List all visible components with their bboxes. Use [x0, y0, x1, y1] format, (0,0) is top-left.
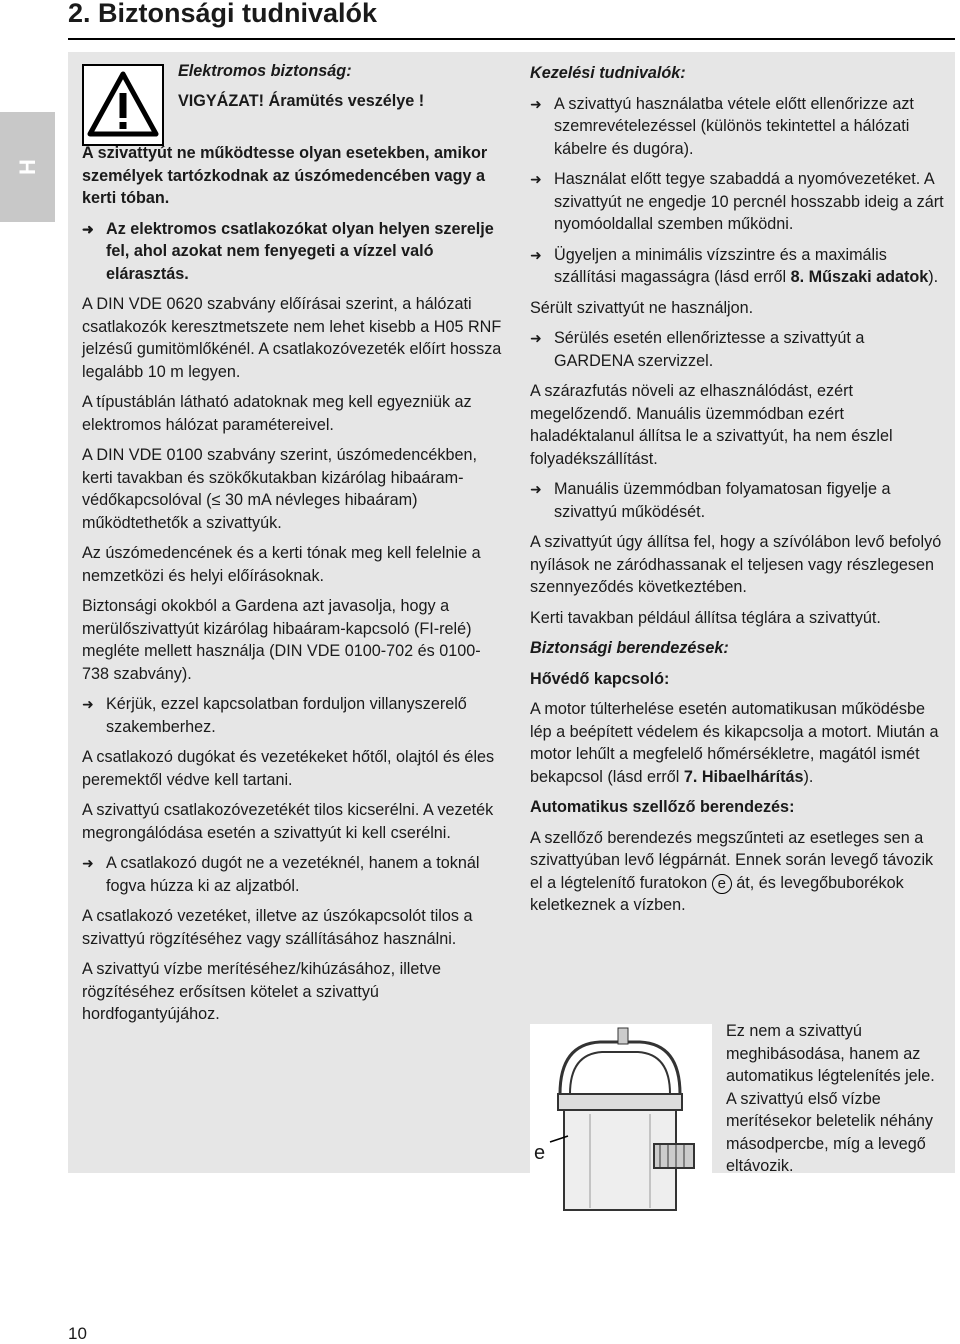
safety-devices-heading: Biztonsági berendezések:	[530, 639, 729, 657]
paragraph: A DIN VDE 0100 szabvány szerint, úszómedencékben, kerti tavakban és szökőkutakban kizárólag hibaáram-védőkapcsolóval (≤ 30 mA névleges hibaáram) működtethetők a szivattyúk.	[82, 446, 478, 532]
paragraph: A szárazfutás növeli az elhasználódást, ezért megelőzendő. Manuális üzemmódban ezért haladéktalanul állítsa le a szivattyút, ha nem észlel folyadékszállítást.	[530, 382, 893, 468]
language-tab	[0, 112, 55, 222]
instruction-item: ➜ Használat előtt tegye szabaddá a nyomóvezetéket. A szivattyút ne engedje 10 percnél hosszabb ideig a zárt nyomóoldallal szemben működni.	[530, 168, 948, 236]
paragraph: Az úszómedencének és a kerti tónak meg kell felelnie a nemzetközi és helyi előírásoknak.	[82, 544, 481, 585]
pump-note: Ez nem a szivattyú meghibásodása, hanem az automatikus légtelenítés jele. A szivattyú első vízbe merítésekor beletelik néhány másodpercbe, míg a levegő eltávozik.	[726, 1022, 935, 1175]
page-number: 10	[68, 1324, 87, 1343]
vent-subheading: Automatikus szellőző berendezés:	[530, 798, 795, 816]
instruction-item: ➜ Az elektromos csatlakozókat olyan helyen szerelje fel, ahol azokat nem fenyegeti a vízzel való elárasztás.	[82, 218, 502, 286]
content-panel	[68, 52, 955, 1173]
warning-text: VIGYÁZAT! Áramütés veszélye !	[178, 92, 425, 110]
paragraph: Sérült szivattyút ne használjon.	[530, 298, 754, 317]
right-column	[530, 62, 948, 1175]
figure-label: e	[534, 1142, 546, 1164]
left-column	[82, 142, 502, 1034]
instruction-item: ➜ Sérülés esetén ellenőriztesse a szivattyút a GARDENA szervizzel.	[530, 327, 948, 372]
paragraph: Kerti tavakban például állítsa téglára a szivattyút.	[530, 608, 881, 627]
electrical-safety-heading: Elektromos biztonság:	[178, 62, 352, 80]
paragraph: A motor túlterhelése esetén automatikusan működésbe lép a beépített védelem és kikapcsolja a motort. Miután a motor lehűlt a megfelelő hőmérsékletre, magától ismét bekapcsol (lásd erről 7. Hibaelhárítás).	[530, 700, 939, 786]
operating-heading: Kezelési tudnivalók:	[530, 64, 686, 82]
instruction-item: ➜ A szivattyú használatba vétele előtt ellenőrizze azt szemrevételezéssel (különös tekintettel a hálózati kábelre és dugóra).	[530, 93, 948, 161]
warning-triangle-icon	[82, 64, 164, 146]
title-rule	[68, 38, 955, 40]
paragraph: A szivattyú vízbe merítéséhez/kihúzásához, illetve rögzítéséhez erősítsen kötelet a szivattyú hordfogantyújához.	[82, 960, 441, 1023]
pump-illustration	[530, 1024, 712, 1219]
instruction-item: ➜ Ügyeljen a minimális vízszintre és a maximális szállítási magasságra (lásd erről 8. Műszaki adatok).	[530, 244, 948, 289]
page-title: 2. Biztonsági tudnivalók	[68, 0, 378, 28]
instruction-item: ➜ Kérjük, ezzel kapcsolatban forduljon villanyszerelő szakemberhez.	[82, 693, 502, 738]
paragraph: A szivattyú csatlakozóvezetékét tilos kicserélni. A vezeték megrongálódása esetén a szivattyút ki kell cserélni.	[82, 801, 494, 842]
paragraph: A csatlakozó dugókat és vezetékeket hőtől, olajtól és éles peremektől védve kell tartani.	[82, 748, 495, 789]
paragraph: A szellőző berendezés megszűnteti az esetleges sen a szivattyúban levő légpárnát. Ennek során levegő távozik el a légtelenítő furatokon e át, és levegőbuborékok keletkeznek a vízben.	[530, 828, 934, 914]
paragraph: Biztonsági okokból a Gardena azt javasolja, hogy a merülőszivattyút kizárólag hibaáram-kapcsoló (FI-relé) megléte mellett használja (DIN VDE 0100-702 és 0100-738 szabvány).	[82, 597, 481, 683]
paragraph: A szivattyút ne működtesse olyan esetekben, amikor személyek tartózkodnak az úszómedencében vagy a kerti tóban.	[82, 144, 488, 207]
paragraph: A típustáblán látható adatoknak meg kell egyezniük az elektromos hálózat paramétereivel.	[82, 393, 472, 434]
warning-header	[82, 60, 502, 140]
paragraph: A DIN VDE 0620 szabvány előírásai szerint, a hálózati csatlakozók keresztmetszete nem lehet kisebb a H05 RNF jelzésű gumitömlőkénél. A csatlakozóvezeték előírt hossza legalább 10 m legyen.	[82, 295, 502, 381]
cross-reference: 7. Hibaelhárítás	[683, 767, 804, 786]
pump-figure	[530, 1024, 712, 1219]
instruction-item: ➜ Manuális üzemmódban folyamatosan figyelje a szivattyú működését.	[530, 478, 948, 523]
language-tab-letter: H	[14, 159, 40, 175]
thermal-switch-subheading: Hővédő kapcsoló:	[530, 669, 670, 688]
paragraph: A csatlakozó vezetéket, illetve az úszókapcsolót tilos a szivattyú rögzítéséhez vagy szállításához használni.	[82, 907, 473, 948]
paragraph: A szivattyút úgy állítsa fel, hogy a szívólábon levő befolyó nyílások ne záródhassanak el teljesen vagy részlegesen szennyeződés következtében.	[530, 533, 942, 596]
marker-e: e	[712, 874, 732, 894]
instruction-item: ➜ A csatlakozó dugót ne a vezetéknél, hanem a toknál fogva húzza ki az aljzatból.	[82, 852, 502, 897]
cross-reference: 8. Műszaki adatok	[790, 268, 929, 286]
